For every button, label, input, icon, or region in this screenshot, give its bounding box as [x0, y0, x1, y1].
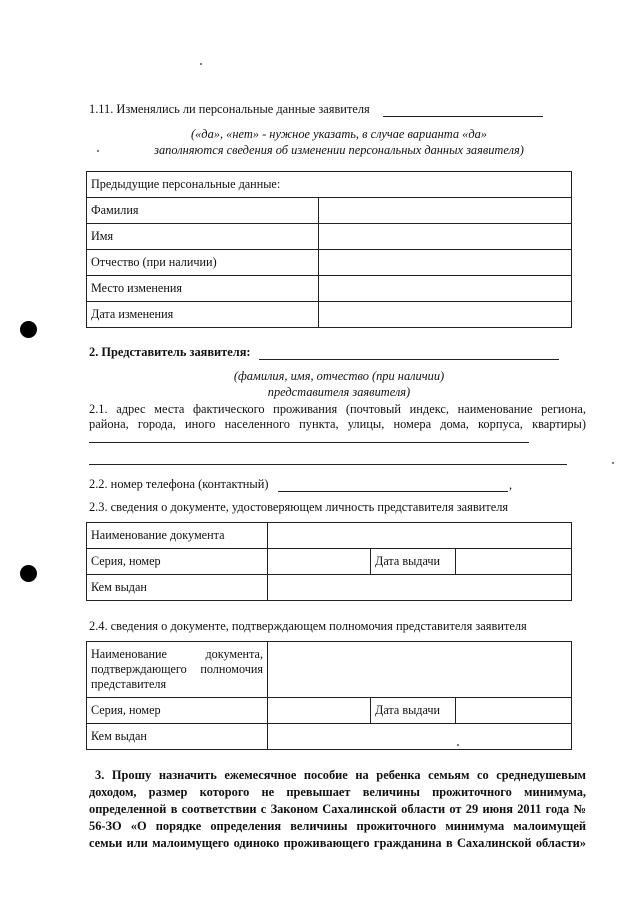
- id-series-label: Серия, номер: [87, 549, 268, 575]
- id-issued-by-label: Кем выдан: [87, 575, 268, 601]
- id-doc-name-label: Наименование документа: [87, 523, 268, 549]
- auth-doc-name-cell[interactable]: [268, 642, 572, 698]
- q2-3-label: 2.3. сведения о документе, удостоверяющем личность представителя заявителя: [89, 500, 509, 514]
- id-series-cell[interactable]: [268, 549, 371, 575]
- punch-hole-top: [20, 321, 37, 338]
- auth-issued-by-cell[interactable]: [268, 724, 572, 750]
- phone-line[interactable]: [278, 491, 508, 492]
- row-label-name: Имя: [87, 224, 319, 250]
- section-2-title: 2. Представитель заявителя:: [89, 345, 251, 359]
- scan-speck: [200, 63, 202, 65]
- q2-2-label: 2.2. номер телефона (контактный): [89, 477, 269, 491]
- section-3-line-2: доходом, размер которого не превышает величины прожиточного минимума,: [89, 785, 586, 799]
- row-label-surname: Фамилия: [87, 198, 319, 224]
- id-doc-name-cell[interactable]: [268, 523, 572, 549]
- q1-11-note-1: («да», «нет» - нужное указать, в случае варианта «да»: [190, 127, 487, 141]
- address-line-1[interactable]: [89, 442, 529, 443]
- auth-series-cell[interactable]: [268, 698, 371, 724]
- section-3-line-3: определенной в соответствии с Законом Сахалинской области от 29 июня 2011 года №: [89, 802, 586, 816]
- punch-hole-bottom: [20, 565, 37, 582]
- section-3-line-1: 3. Прошу назначить ежемесячное пособие на ребенка семьям со среднедушевым: [95, 768, 586, 782]
- auth-issue-date-cell[interactable]: [456, 698, 572, 724]
- change-date-cell[interactable]: [319, 302, 572, 328]
- q2-1-line-1: 2.1. адрес места фактического проживания (почтовый индекс, наименование региона,: [89, 402, 586, 416]
- auth-doc-name-line-1: Наименование документа,: [91, 646, 263, 661]
- row-label-change-date: Дата изменения: [87, 302, 319, 328]
- q1-11-label: 1.11. Изменялись ли персональные данные заявителя: [89, 102, 370, 116]
- section-3-line-4: 56-ЗО «О порядке определения величины прожиточного минимума малоимущей: [89, 819, 586, 833]
- previous-data-header: Предыдущие персональные данные:: [87, 172, 572, 198]
- q1-11-note-2: заполняются сведения об изменении персональных данных заявителя): [154, 143, 524, 157]
- auth-issued-by-label: Кем выдан: [87, 724, 268, 750]
- row-label-change-place: Место изменения: [87, 276, 319, 302]
- auth-doc-name-line-2: подтверждающего полномочия: [91, 661, 263, 676]
- id-issue-date-cell[interactable]: [456, 549, 572, 575]
- patronymic-cell[interactable]: [319, 250, 572, 276]
- section-2-note-2: представителя заявителя): [267, 385, 411, 399]
- name-cell[interactable]: [319, 224, 572, 250]
- auth-series-label: Серия, номер: [87, 698, 268, 724]
- representative-name-line[interactable]: [259, 359, 559, 360]
- row-label-patronymic: Отчество (при наличии): [87, 250, 319, 276]
- change-place-cell[interactable]: [319, 276, 572, 302]
- q2-2-comma: ,: [509, 478, 513, 492]
- q2-1-line-2: района, города, иного населенного пункта, улицы, номера дома, корпуса, квартиры): [89, 417, 586, 431]
- identity-document-table: [86, 522, 572, 601]
- id-issue-date-label: Дата выдачи: [371, 549, 456, 575]
- id-issued-by-cell[interactable]: [268, 575, 572, 601]
- section-3-line-5: семьи или малоимущего одиноко проживающего гражданина в Сахалинской области»: [89, 836, 586, 850]
- auth-doc-name-line-3: представителя: [91, 676, 167, 691]
- section-2-note-1: (фамилия, имя, отчество (при наличии): [233, 369, 445, 383]
- section-3-paragraph: [89, 767, 586, 852]
- authority-document-table: [86, 641, 572, 750]
- q2-4-label: 2.4. сведения о документе, подтверждающем полномочия представителя заявителя: [89, 619, 527, 633]
- auth-issue-date-label: Дата выдачи: [371, 698, 456, 724]
- auth-doc-name-label: [87, 642, 268, 698]
- q1-11-answer-line[interactable]: [383, 116, 543, 117]
- address-line-2[interactable]: [89, 464, 567, 465]
- previous-data-table: [86, 171, 572, 328]
- surname-cell[interactable]: [319, 198, 572, 224]
- scan-speck: [612, 462, 614, 464]
